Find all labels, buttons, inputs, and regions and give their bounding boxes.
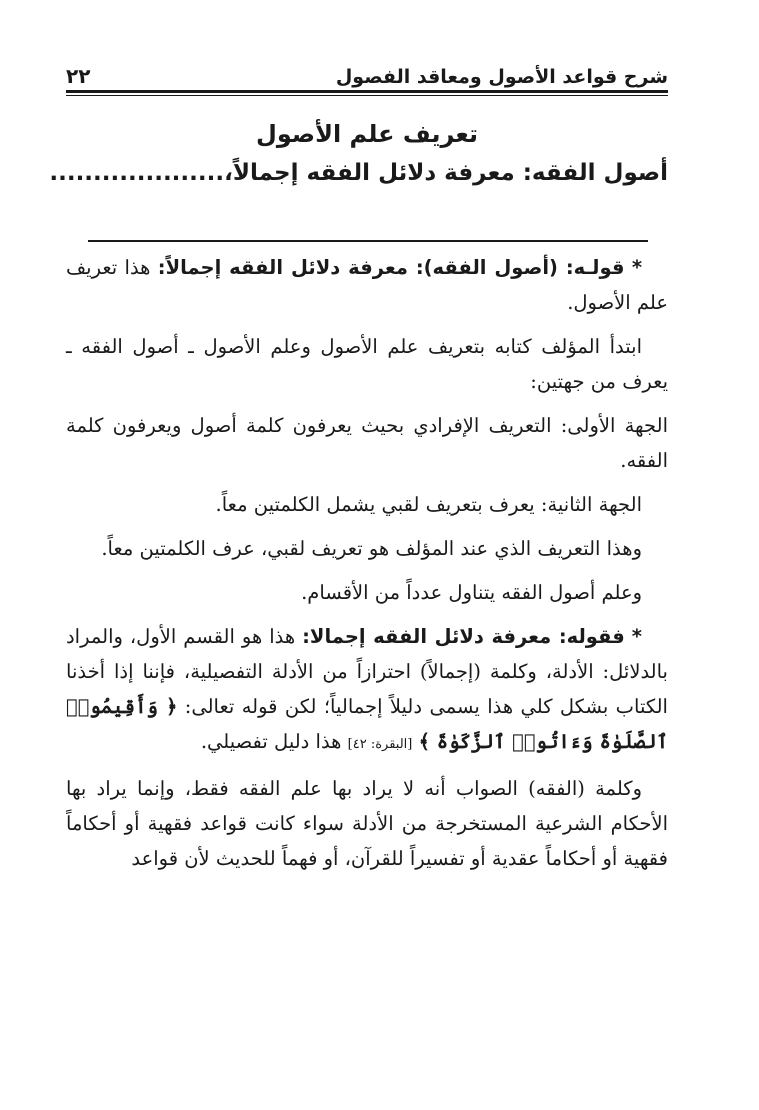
header-rule — [66, 90, 668, 93]
commentary-body — [66, 250, 668, 876]
section-title: تعريف علم الأصول — [256, 120, 478, 148]
running-header — [66, 56, 668, 88]
matn-separator — [88, 240, 648, 242]
paragraph-text: وعلم أصول الفقه يتناول عدداً من الأقسام. — [301, 581, 642, 604]
paragraph-2 — [66, 329, 668, 399]
header-rule-thin — [66, 95, 668, 96]
book-page — [49, 52, 668, 1092]
paragraph-text: الجهة الأولى: التعريف الإفرادي بحيث يعرفون كلمة أصول ويعرفون كلمة الفقه. — [66, 414, 668, 472]
verse-reference: [البقرة: ٤٢] — [347, 737, 413, 752]
matn-text: أصول الفقه: معرفة دلائل الفقه إجمالاً،.................... — [49, 160, 668, 186]
paragraph-6 — [66, 575, 668, 610]
paragraph-8 — [66, 771, 668, 876]
quran-verse: ﴿ وَأَقِيمُوا۟ ٱلصَّلَوٰةَ وَءَاتُوا۟ ٱلزَّكَوٰةَ ﴾ — [66, 695, 668, 753]
paragraph-lead: فقوله: معرفة دلائل الفقه إجمالا: — [302, 625, 625, 648]
paragraph-lead: قولـه: (أصول الفقه): معرفة دلائل الفقه إجمالاً: — [157, 256, 625, 279]
paragraph-star: * — [631, 256, 643, 279]
page-number: ٢٢ — [66, 64, 91, 88]
book-title: شرح قواعد الأصول ومعاقد الفصول — [335, 66, 668, 88]
paragraph-text: هذا هو القسم الأول، والمراد بالدلائل: الأدلة، وكلمة (إجمالاً) احترازاً من الأدلة التفصيلية، فإننا إذا أخذنا الكتاب بشكل كلي هذا يسمى دليلاً إجمالياً؛ لكن قوله تعالى: — [66, 625, 668, 718]
paragraph-text: ابتدأ المؤلف كتابه بتعريف علم الأصول وعلم الأصول ـ أصول الفقه ـ يعرف من جهتين: — [66, 335, 668, 393]
paragraph-text: وهذا التعريف الذي عند المؤلف هو تعريف لقبي، عرف الكلمتين معاً. — [101, 537, 642, 560]
paragraph-3 — [66, 408, 668, 478]
paragraph-star: * — [631, 625, 642, 648]
paragraph-1 — [66, 250, 668, 320]
paragraph-7 — [66, 619, 668, 762]
paragraph-text-after: هذا دليل تفصيلي. — [200, 730, 348, 753]
paragraph-text: الجهة الثانية: يعرف بتعريف لقبي يشمل الكلمتين معاً. — [215, 493, 642, 516]
paragraph-5 — [66, 531, 668, 566]
paragraph-4 — [66, 487, 668, 522]
paragraph-text: هذا تعريف علم الأصول. — [66, 256, 668, 314]
paragraph-text: وكلمة (الفقه) الصواب أنه لا يراد بها علم الفقه فقط، وإنما يراد بها الأحكام الشرعية المستخرجة من الأدلة سواء كانت قواعد فقهية أو أحكاماً فقهية أو أحكاماً عقدية أو تفسيراً للقرآن، أو فهماً للحديث لأن قواعد — [66, 777, 668, 870]
